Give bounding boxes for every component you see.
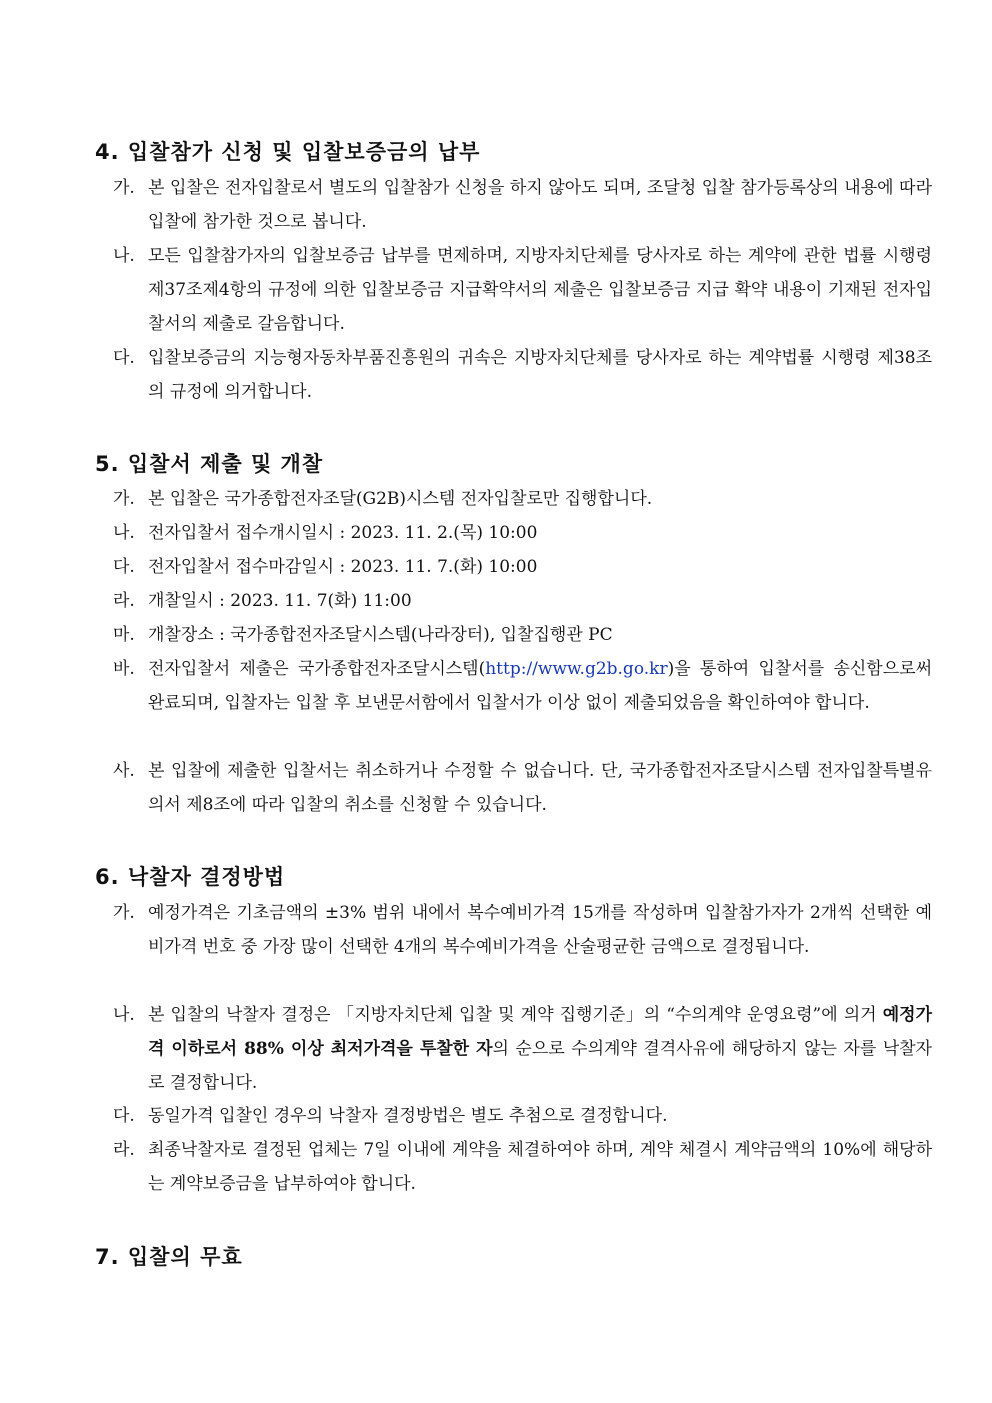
section-4-item-da [113, 341, 932, 409]
section-6-item-na [113, 998, 932, 1100]
item-text: 개찰장소 : 국가종합전자조달시스템(나라장터), 입찰집행관 PC [148, 625, 613, 645]
section-5-heading: 5. 입찰서 제출 및 개찰 [95, 452, 324, 476]
section-6-item-ra [113, 1133, 932, 1201]
item-text-post: )을 통하여 입찰서를 송신함으로써 완료되며, 입찰자는 입찰 후 보낸문서함에서 입찰서가 이상 없이 제출되었음을 확인하여야 합니다. [148, 659, 932, 713]
section-5-item-sa [113, 754, 932, 822]
item-text: 본 입찰에 제출한 입찰서는 취소하거나 수정할 수 없습니다. 단, 국가종합전자조달시스템 전자입찰특별유의서 제8조에 따라 입찰의 취소를 신청할 수 있습니다. [148, 761, 932, 815]
item-marker: 가. [113, 489, 135, 509]
section-6-heading: 6. 낙찰자 결정방법 [95, 865, 286, 889]
item-marker: 다. [113, 348, 135, 368]
item-marker: 나. [113, 523, 135, 543]
section-4-heading: 4. 입찰참가 신청 및 입찰보증금의 납부 [95, 140, 481, 164]
item-text: 본 입찰은 전자입찰로서 별도의 입찰참가 신청을 하지 않아도 되며, 조달청 입찰 참가등록상의 내용에 따라 입찰에 참가한 것으로 봅니다. [148, 178, 932, 232]
item-text: 전자입찰서 접수개시일시 : 2023. 11. 2.(목) 10:00 [148, 523, 538, 543]
section-5-item-da [113, 550, 932, 584]
item-marker: 나. [113, 246, 135, 266]
item-marker: 라. [113, 1140, 135, 1160]
section-5-item-na [113, 516, 932, 550]
item-text: 동일가격 입찰인 경우의 낙찰자 결정방법은 별도 추첨으로 결정합니다. [148, 1106, 668, 1126]
item-text: 전자입찰서 접수마감일시 : 2023. 11. 7.(화) 10:00 [148, 557, 538, 577]
section-4-item-na [113, 239, 932, 341]
section-4-item-ga [113, 171, 932, 239]
item-text-pre: 전자입찰서 제출은 국가종합전자조달시스템( [148, 659, 486, 679]
item-marker: 바. [113, 659, 135, 679]
section-6-item-ga [113, 896, 932, 964]
item-marker: 마. [113, 625, 135, 645]
item-marker: 가. [113, 903, 135, 923]
item-marker: 사. [113, 761, 135, 781]
section-5-item-ma [113, 618, 932, 652]
section-7-heading: 7. 입찰의 무효 [95, 1245, 243, 1269]
item-marker: 가. [113, 178, 135, 198]
item-text: 최종낙찰자로 결정된 업체는 7일 이내에 계약을 체결하여야 하며, 계약 체결시 계약금액의 10%에 해당하는 계약보증금을 납부하여야 합니다. [148, 1140, 932, 1194]
item-text-post: 의 순으로 수의계약 결격사유에 해당하지 않는 자를 낙찰자로 결정합니다. [148, 1039, 932, 1093]
item-marker: 나. [113, 1005, 135, 1025]
section-6-item-da [113, 1099, 932, 1133]
section-5-item-ra [113, 584, 932, 618]
item-text: 본 입찰은 국가종합전자조달(G2B)시스템 전자입찰로만 집행합니다. [148, 489, 653, 509]
item-text: 개찰일시 : 2023. 11. 7(화) 11:00 [148, 591, 412, 611]
item-marker: 다. [113, 1106, 135, 1126]
section-5-item-ga [113, 482, 932, 516]
item-marker: 라. [113, 591, 135, 611]
item-marker: 다. [113, 557, 135, 577]
item-text: 입찰보증금의 지능형자동차부품진흥원의 귀속은 지방자치단체를 당사자로 하는 계약법률 시행령 제38조의 규정에 의거합니다. [148, 348, 932, 402]
g2b-link[interactable]: http://www.g2b.go.kr [485, 659, 668, 679]
item-text-bold: 예정가격 이하로서 88% 이상 최저가격을 투찰한 자 [148, 1005, 932, 1059]
section-5-item-ba [113, 652, 932, 720]
item-text-pre: 본 입찰의 낙찰자 결정은 「지방자치단체 입찰 및 계약 집행기준」의 “수의계약 운영요령”에 의거 [148, 1005, 883, 1025]
item-text: 예정가격은 기초금액의 ±3% 범위 내에서 복수예비가격 15개를 작성하며 입찰참가자가 2개씩 선택한 예비가격 번호 중 가장 많이 선택한 4개의 복수예비가격을 산술평균한 금액으로 결정됩니다. [148, 903, 932, 957]
item-text: 모든 입찰참가자의 입찰보증금 납부를 면제하며, 지방자치단체를 당사자로 하는 계약에 관한 법률 시행령 제37조제4항의 규정에 의한 입찰보증금 지급확약서의 제출은 입찰보증금 지급 확약 내용이 기재된 전자입찰서의 제출로 갈음합니다. [148, 246, 932, 334]
